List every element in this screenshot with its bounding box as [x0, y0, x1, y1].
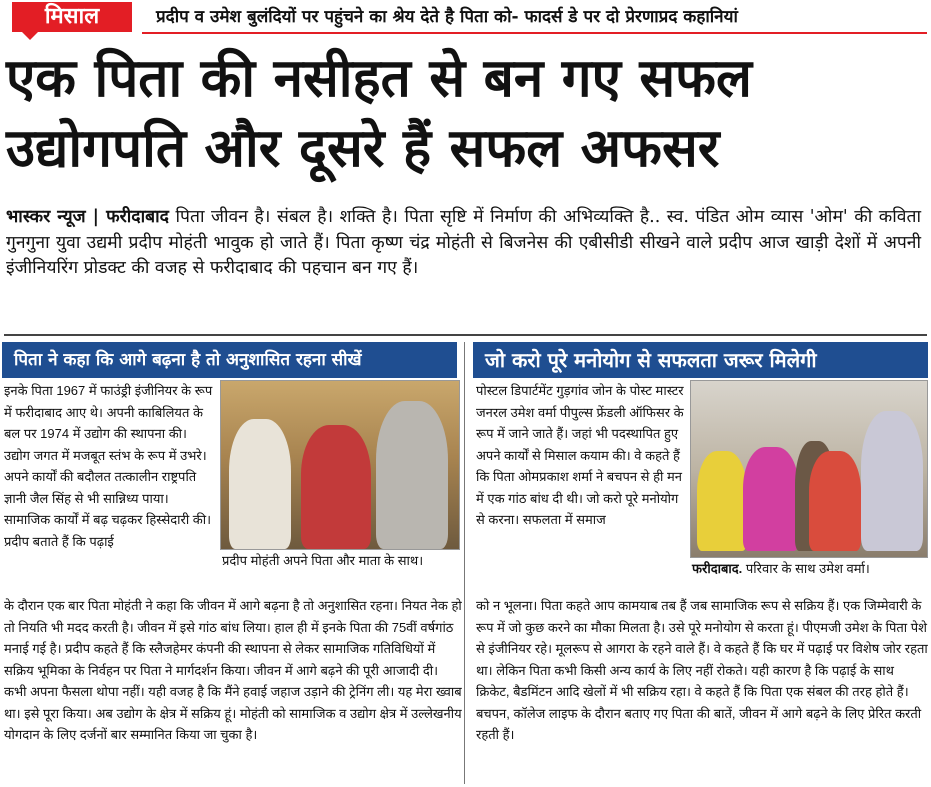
left-story-body-bottom: के दौरान एक बार पिता मोहंती ने कहा कि जीवन में आगे बढ़ना है तो अनुशासित रहना। नियत नेक हो तो नियति भी मदद करती है। जीवन में इसे गांठ बांध लिया। हाल ही में इनके पिता की 75वीं वर्षगांठ मनाई गई है। प्रदीप कहते हैं कि स्लैजहेमर कंपनी की स्थापना से लेकर सामाजिक गतिविधियों में सक्रिय भूमिका के निर्वहन पर पिता ने मार्गदर्शन किया। जीवन में आगे बढ़ने की पूरी आजादी दी। कभी अपना फैसला थोपा नहीं। यही वजह है कि मैंने हवाई जहाज उड़ाने की ट्रेनिंग ली। यह मेरा ख्वाब था। इसे पूरा किया। अब उद्योग के क्षेत्र में सक्रिय हूं। मोहंती को सामाजिक व उद्योग क्षेत्र में उल्लेखनीय योगदान के लिए दर्जनों बार सम्मानित किया जा चुका है। [4, 598, 462, 742]
photo-figure-boy-red [809, 451, 861, 551]
right-story-body-top: पोस्टल डिपार्टमेंट गुड़गांव जोन के पोस्ट मास्टर जनरल उमेश वर्मा पीपुल्स फ्रेंडली ऑफिसर के रूप में जाने जाते हैं। जहां भी पदस्थापित हुए अपने कार्यों से मिसाल कयाम की। वे कहते हैं कि पिता ओमप्रकाश शर्मा ने बचपन से ही मन में एक गांठ बांध दी थी। जो करो पूरे मनोयोग से करना। सफलता में समाज [476, 383, 684, 527]
right-photo-caption-text: परिवार के साथ उमेश वर्मा। [742, 561, 870, 576]
mohanty-family-photo [220, 380, 460, 550]
left-story-body-top: इनके पिता 1967 में फाउंड्री इंजीनियर के रूप में फरीदाबाद आए थे। अपनी काबिलियत के बल पर 1974 में उद्योग की स्थापना की। उद्योग जगत में मजबूत स्तंभ के रूप में उभरे। अपने कार्यों की बदौलत तत्कालीन राष्ट्रपति ज्ञानी जैल सिंह से भी सान्निध्य पाया। सामाजिक कार्यों में बढ़ चढ़कर हिस्सेदारी की। प्रदीप बताते हैं कि पढ़ाई [4, 383, 213, 549]
verma-family-photo [690, 380, 928, 558]
right-photo-caption-place: फरीदाबाद. [692, 561, 743, 576]
column-divider [464, 342, 465, 784]
left-photo-caption: प्रदीप मोहंती अपने पिता और माता के साथ। [222, 553, 424, 568]
photo-figure-father [229, 419, 291, 549]
byline: भास्कर न्यूज | फरीदाबाद [6, 207, 169, 227]
headline [6, 44, 926, 184]
right-story-subhead: जो करो पूरे मनोयोग से सफलता जरूर मिलेगी [473, 342, 928, 378]
photo-figure-man-yellow [697, 451, 747, 551]
top-bar [0, 0, 931, 38]
section-tag: मिसाल [12, 2, 132, 32]
headline-line-2: उद्योगपति और दूसरे हैं सफल अफसर [6, 118, 720, 179]
headline-line-1: एक पिता की नसीहत से बन गए सफल [6, 48, 752, 109]
intro-paragraph [6, 205, 921, 282]
photo-figure-mother [301, 425, 371, 549]
right-photo-caption [692, 559, 926, 579]
photo-figure-son [376, 401, 448, 549]
kicker-line: प्रदीप व उमेश बुलंदियों पर पहुंचने का श्रेय देते है पिता को- फादर्स डे पर दो प्रेरणाप्रद कहानियां [142, 0, 927, 34]
left-story-subhead: पिता ने कहा कि आगे बढ़ना है तो अनुशासित रहना सीखें [2, 342, 457, 378]
intro-text: पिता जीवन है। संबल है। शक्ति है। पिता सृष्टि में निर्माण की अभिव्यक्ति है.. स्व. पंडित ओम व्यास 'ओम' की कविता गुनगुना युवा उद्यमी प्रदीप मोहंती भावुक हो जाते हैं। पिता कृष्ण चंद्र मोहंती से बिजनेस की एबीसीडी सीखने वाले प्रदीप आज खाड़ी देशों में अपनी इंजीनियरिंग प्रोडक्ट की वजह से फरीदाबाद की पहचान बन गए हैं। [6, 207, 921, 278]
photo-figure-umesh-verma [861, 411, 923, 551]
right-story-body-bottom: को न भूलना। पिता कहते आप कामयाब तब हैं जब सामाजिक रूप से सक्रिय हैं। एक जिम्मेवारी के रूप में जो कुछ करने का मौका मिलता है। उसे पूरे मनोयोग से करता हूं। पीएमजी उमेश के पिता पेशे से इंजीनियर रहे। मूलरूप से आगरा के रहने वाले हैं। वे कहते हैं कि घर में पढ़ाई पर विशेष जोर रहता था। लेकिन पिता कभी किसी अन्य कार्य के लिए नहीं रोकते। यही कारण है कि पढ़ाई के साथ क्रिकेट, बैडमिंटन आदि खेलों में भी सक्रिय रहा। वे कहते हैं कि पिता एक संबल की तरह होते हैं। बचपन, कॉलेज लाइफ के दौरान बताए गए पिता की बातें, जीवन में आगे बढ़ने के लिए प्रेरित करती रहती हैं। [476, 598, 928, 742]
section-divider [4, 334, 927, 336]
photo-figure-woman-pink [743, 447, 799, 551]
